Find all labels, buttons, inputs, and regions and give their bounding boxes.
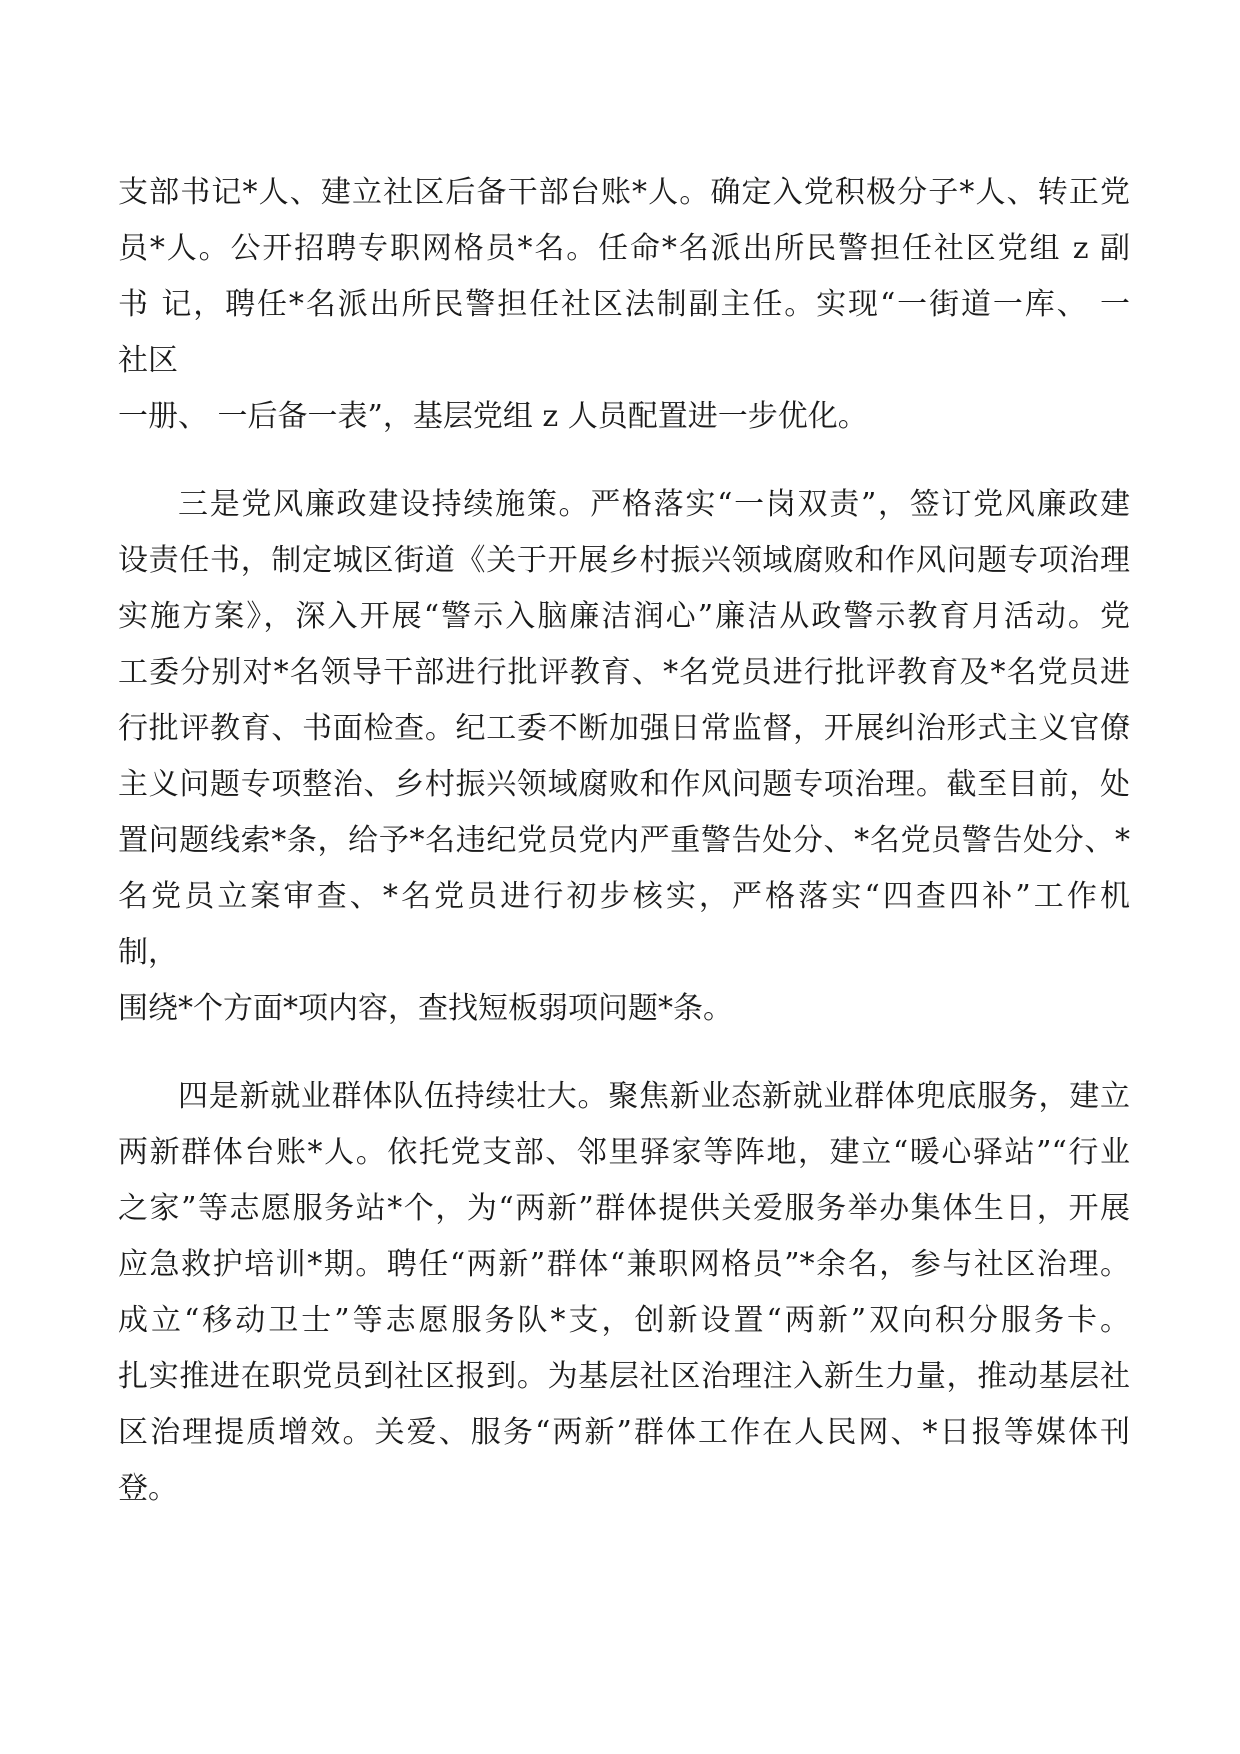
paragraph-1-line-3: 书 记，聘任*名派出所民警担任社区法制副主任。实现“一街道一库、 一	[118, 287, 1130, 322]
paragraph-1-line-2: 员*人。公开招聘专职网格员*名。任命*名派出所民警担任社区党组 z 副	[118, 231, 1130, 266]
paragraph-2-line-8: 名党员立案审查、*名党员进行初步核实，严格落实“四查四补”工作机	[118, 879, 1130, 914]
paragraph-2-line-6: 主义问题专项整治、乡村振兴领域腐败和作风问题专项治理。截至目前，处	[118, 767, 1130, 802]
paragraph-2-line-5: 行批评教育、书面检查。纪工委不断加强日常监督，开展纠治形式主义官僚	[118, 711, 1130, 746]
paragraph-2-line-9: 制，	[118, 935, 178, 970]
paragraph-1-line-5: 一册、 一后备一表”，基层党组 z 人员配置进一步优化。	[118, 399, 868, 434]
paragraph-2-line-2: 设责任书，制定城区街道《关于开展乡村振兴领域腐败和作风问题专项治理	[118, 543, 1130, 578]
paragraph-2-line-10: 围绕*个方面*项内容，查找短板弱项问题*条。	[118, 991, 733, 1026]
paragraph-3-line-3: 之家”等志愿服务站*个，为“两新”群体提供关爱服务举办集体生日，开展	[118, 1191, 1130, 1226]
paragraph-3-line-2: 两新群体台账*人。依托党支部、邻里驿家等阵地，建立“暖心驿站”“行业	[118, 1135, 1130, 1170]
paragraph-2-line-1: 三是党风廉政建设持续施策。严格落实“一岗双责”，签订党风廉政建	[178, 487, 1130, 522]
paragraph-1-line-1: 支部书记*人、建立社区后备干部台账*人。确定入党积极分子*人、转正党	[118, 175, 1130, 210]
body-text	[118, 165, 1130, 1517]
paragraph-3-line-1: 四是新就业群体队伍持续壮大。聚焦新业态新就业群体兜底服务，建立	[178, 1079, 1130, 1114]
paragraph-2-line-7: 置问题线索*条，给予*名违纪党员党内严重警告处分、*名党员警告处分、*	[118, 823, 1130, 858]
paragraph-2-line-4: 工委分别对*名领导干部进行批评教育、*名党员进行批评教育及*名党员进	[118, 655, 1130, 690]
paragraph-3-line-7: 区治理提质增效。关爱、服务“两新”群体工作在人民网、*日报等媒体刊	[118, 1415, 1130, 1450]
paragraph-3-line-8: 登。	[118, 1471, 178, 1506]
paragraph-3-line-5: 成立“移动卫士”等志愿服务队*支，创新设置“两新”双向积分服务卡。	[118, 1303, 1130, 1338]
paragraph-2-line-3: 实施方案》，深入开展“警示入脑廉洁润心”廉洁从政警示教育月活动。党	[118, 599, 1130, 634]
paragraph-gap	[118, 445, 1130, 477]
paragraph-1-line-4: 社区	[118, 343, 178, 378]
paragraph-gap	[118, 1037, 1130, 1069]
paragraph-3-line-6: 扎实推进在职党员到社区报到。为基层社区治理注入新生力量，推动基层社	[118, 1359, 1130, 1394]
paragraph-3-line-4: 应急救护培训*期。聘任“两新”群体“兼职网格员”*余名，参与社区治理。	[118, 1247, 1130, 1282]
